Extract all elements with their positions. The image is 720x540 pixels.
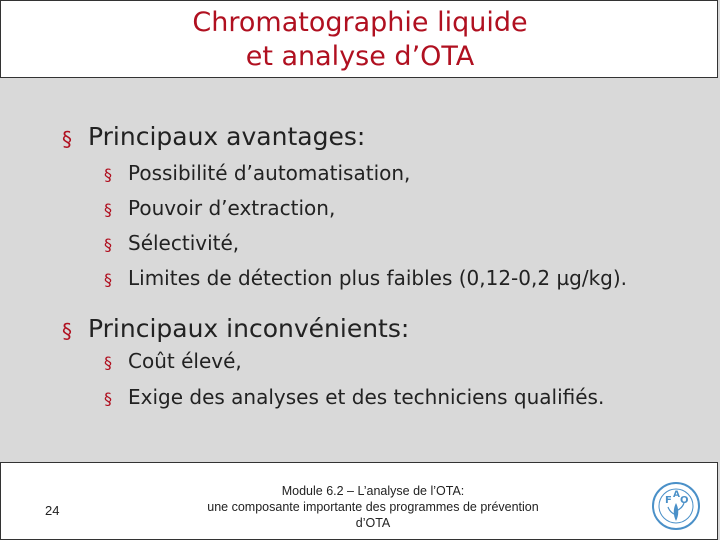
slide-title-line-1: Chromatographie liquide <box>192 7 528 38</box>
list-item-label: Limites de détection plus faibles (0,12-0,2 µg/kg). <box>128 266 628 290</box>
list-item <box>104 348 242 374</box>
footer-line-3: d’OTA <box>355 516 391 530</box>
footer-line-1: Module 6.2 – L’analyse de l’OTA: <box>281 484 465 498</box>
fao-logo-icon <box>651 481 701 531</box>
slide-title-area <box>0 0 718 78</box>
section-heading-label: Principaux inconvénients: <box>88 314 410 343</box>
bullet-icon: § <box>104 353 112 372</box>
svg-text:A: A <box>673 490 680 500</box>
bullet-icon: § <box>62 127 72 151</box>
list-item <box>104 230 240 256</box>
section-heading-disadvantages <box>62 314 410 344</box>
list-item <box>104 195 336 221</box>
page-number: 24 <box>45 503 60 518</box>
section-heading-label: Principaux avantages: <box>88 122 366 151</box>
bullet-icon: § <box>104 235 112 254</box>
svg-text:O: O <box>680 495 689 506</box>
svg-text:F: F <box>665 495 672 506</box>
slide-title-line-2: et analyse d’OTA <box>245 41 475 72</box>
bullet-icon: § <box>104 200 112 219</box>
list-item <box>104 265 628 291</box>
list-item-label: Possibilité d’automatisation, <box>128 161 411 185</box>
list-item-label: Coût élevé, <box>128 349 242 373</box>
section-heading-advantages <box>62 122 366 152</box>
list-item <box>104 160 411 186</box>
list-item <box>104 384 605 410</box>
footer-caption <box>181 483 565 531</box>
bullet-icon: § <box>104 270 112 289</box>
slide-body <box>0 78 720 462</box>
bullet-icon: § <box>104 165 112 184</box>
bullet-icon: § <box>62 319 72 343</box>
list-item-label: Pouvoir d’extraction, <box>128 196 336 220</box>
list-item-label: Exige des analyses et des techniciens qualifiés. <box>128 385 605 409</box>
list-item-label: Sélectivité, <box>128 231 240 255</box>
bullet-icon: § <box>104 389 112 408</box>
footer-line-2: une composante importante des programmes de prévention <box>207 500 539 514</box>
slide-footer <box>0 462 718 540</box>
